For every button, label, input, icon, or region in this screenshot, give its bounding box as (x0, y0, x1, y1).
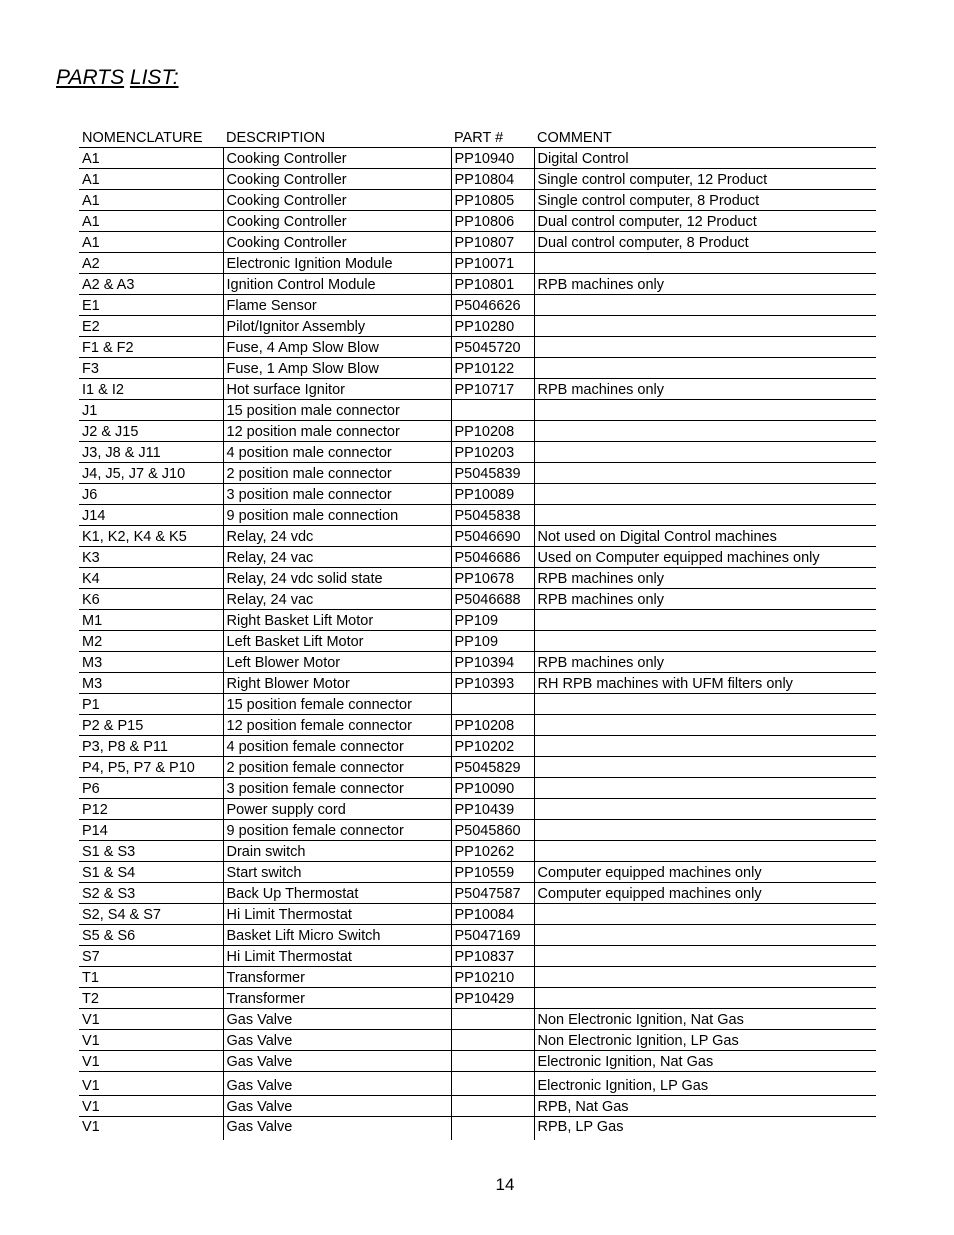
header-description: DESCRIPTION (223, 127, 451, 148)
cell-nomenclature: V1 (79, 1009, 223, 1030)
cell-comment (534, 400, 876, 421)
cell-description: Relay, 24 vac (223, 547, 451, 568)
cell-part-number: PP10210 (451, 967, 534, 988)
cell-nomenclature: J3, J8 & J11 (79, 442, 223, 463)
page-title (56, 66, 179, 90)
cell-part-number (451, 400, 534, 421)
table-row (79, 673, 876, 694)
cell-comment: Used on Computer equipped machines only (534, 547, 876, 568)
table-row (79, 967, 876, 988)
cell-description: 9 position female connector (223, 820, 451, 841)
cell-nomenclature: P2 & P15 (79, 715, 223, 736)
table-row (79, 988, 876, 1009)
cell-part-number (451, 1030, 534, 1051)
cell-description: Flame Sensor (223, 295, 451, 316)
cell-description: 2 position female connector (223, 757, 451, 778)
cell-nomenclature: M3 (79, 652, 223, 673)
table-row (79, 715, 876, 736)
cell-description: Left Basket Lift Motor (223, 631, 451, 652)
cell-part-number: PP10559 (451, 862, 534, 883)
table-row (79, 379, 876, 400)
cell-part-number: P5045720 (451, 337, 534, 358)
cell-nomenclature: M2 (79, 631, 223, 652)
cell-comment (534, 736, 876, 757)
cell-description: Relay, 24 vdc solid state (223, 568, 451, 589)
cell-part-number: PP109 (451, 610, 534, 631)
cell-comment (534, 946, 876, 967)
cell-comment (534, 988, 876, 1009)
cell-nomenclature: E2 (79, 316, 223, 337)
cell-nomenclature: A2 (79, 253, 223, 274)
cell-comment (534, 337, 876, 358)
cell-comment (534, 694, 876, 715)
cell-description: Gas Valve (223, 1051, 451, 1072)
cell-description: Gas Valve (223, 1096, 451, 1117)
cell-comment: RPB machines only (534, 379, 876, 400)
table-row (79, 841, 876, 862)
cell-part-number: PP10717 (451, 379, 534, 400)
cell-nomenclature: P6 (79, 778, 223, 799)
cell-description: Relay, 24 vdc (223, 526, 451, 547)
cell-nomenclature: S2 & S3 (79, 883, 223, 904)
table-row (79, 631, 876, 652)
cell-description: Gas Valve (223, 1072, 451, 1096)
cell-nomenclature: J6 (79, 484, 223, 505)
cell-description: Cooking Controller (223, 148, 451, 169)
cell-description: Electronic Ignition Module (223, 253, 451, 274)
cell-comment (534, 316, 876, 337)
cell-nomenclature: J1 (79, 400, 223, 421)
cell-part-number: PP10203 (451, 442, 534, 463)
cell-part-number: P5045839 (451, 463, 534, 484)
cell-part-number (451, 1117, 534, 1141)
cell-nomenclature: A1 (79, 190, 223, 211)
title-word-list: LIST: (129, 66, 179, 89)
cell-part-number: PP10090 (451, 778, 534, 799)
cell-comment (534, 631, 876, 652)
cell-description: Drain switch (223, 841, 451, 862)
cell-part-number: PP10089 (451, 484, 534, 505)
header-nomenclature: NOMENCLATURE (79, 127, 223, 148)
table-row (79, 736, 876, 757)
cell-nomenclature: A1 (79, 148, 223, 169)
cell-nomenclature: M3 (79, 673, 223, 694)
cell-comment (534, 421, 876, 442)
cell-comment: Computer equipped machines only (534, 862, 876, 883)
table-row (79, 1096, 876, 1117)
cell-comment: Dual control computer, 12 Product (534, 211, 876, 232)
cell-part-number (451, 1096, 534, 1117)
cell-description: Relay, 24 vac (223, 589, 451, 610)
cell-description: Left Blower Motor (223, 652, 451, 673)
table-row (79, 862, 876, 883)
cell-nomenclature: A2 & A3 (79, 274, 223, 295)
cell-part-number: PP10394 (451, 652, 534, 673)
cell-nomenclature: P1 (79, 694, 223, 715)
cell-nomenclature: S5 & S6 (79, 925, 223, 946)
cell-part-number: PP10807 (451, 232, 534, 253)
table-row (79, 337, 876, 358)
cell-description: Back Up Thermostat (223, 883, 451, 904)
table-row (79, 610, 876, 631)
table-row (79, 148, 876, 169)
table-row (79, 1009, 876, 1030)
cell-part-number: PP10429 (451, 988, 534, 1009)
cell-comment: Computer equipped machines only (534, 883, 876, 904)
cell-part-number: PP10071 (451, 253, 534, 274)
cell-nomenclature: K4 (79, 568, 223, 589)
cell-description: Cooking Controller (223, 232, 451, 253)
cell-part-number: P5045829 (451, 757, 534, 778)
header-part-number: PART # (451, 127, 534, 148)
table-row (79, 253, 876, 274)
cell-part-number: P5046688 (451, 589, 534, 610)
cell-nomenclature: T2 (79, 988, 223, 1009)
cell-nomenclature: P14 (79, 820, 223, 841)
cell-part-number: P5046686 (451, 547, 534, 568)
table-row (79, 694, 876, 715)
cell-description: 9 position male connection (223, 505, 451, 526)
cell-nomenclature: P12 (79, 799, 223, 820)
table-row (79, 904, 876, 925)
cell-comment (534, 778, 876, 799)
cell-comment (534, 799, 876, 820)
cell-comment (534, 610, 876, 631)
table-row (79, 883, 876, 904)
cell-nomenclature: P3, P8 & P11 (79, 736, 223, 757)
cell-nomenclature: J2 & J15 (79, 421, 223, 442)
cell-description: 4 position male connector (223, 442, 451, 463)
parts-table-header (79, 127, 876, 148)
cell-description: Ignition Control Module (223, 274, 451, 295)
cell-comment (534, 295, 876, 316)
cell-description: 4 position female connector (223, 736, 451, 757)
table-row (79, 190, 876, 211)
table-row (79, 946, 876, 967)
cell-comment (534, 505, 876, 526)
table-row (79, 484, 876, 505)
cell-part-number: PP10202 (451, 736, 534, 757)
cell-part-number: P5045860 (451, 820, 534, 841)
cell-nomenclature: K6 (79, 589, 223, 610)
table-row (79, 547, 876, 568)
cell-comment: Single control computer, 12 Product (534, 169, 876, 190)
table-row (79, 211, 876, 232)
table-row (79, 568, 876, 589)
cell-comment (534, 757, 876, 778)
cell-nomenclature: S1 & S3 (79, 841, 223, 862)
cell-comment: RPB, Nat Gas (534, 1096, 876, 1117)
cell-description: 12 position male connector (223, 421, 451, 442)
cell-description: 12 position female connector (223, 715, 451, 736)
table-row (79, 1072, 876, 1096)
table-row (79, 925, 876, 946)
cell-nomenclature: M1 (79, 610, 223, 631)
cell-part-number: PP10804 (451, 169, 534, 190)
table-row (79, 652, 876, 673)
cell-part-number: PP10208 (451, 421, 534, 442)
cell-comment (534, 904, 876, 925)
cell-part-number: P5046690 (451, 526, 534, 547)
cell-part-number: PP10805 (451, 190, 534, 211)
cell-comment: Electronic Ignition, Nat Gas (534, 1051, 876, 1072)
cell-nomenclature: V1 (79, 1096, 223, 1117)
cell-description: 15 position female connector (223, 694, 451, 715)
cell-comment: Digital Control (534, 148, 876, 169)
table-row (79, 1030, 876, 1051)
title-word-parts: PARTS (56, 66, 125, 89)
parts-table (79, 127, 876, 1140)
table-row (79, 358, 876, 379)
cell-comment (534, 442, 876, 463)
cell-part-number: PP10262 (451, 841, 534, 862)
cell-nomenclature: S7 (79, 946, 223, 967)
cell-comment: Non Electronic Ignition, Nat Gas (534, 1009, 876, 1030)
cell-part-number: PP10122 (451, 358, 534, 379)
cell-part-number: PP10208 (451, 715, 534, 736)
cell-nomenclature: E1 (79, 295, 223, 316)
cell-nomenclature: V1 (79, 1072, 223, 1096)
cell-comment (534, 967, 876, 988)
table-row (79, 400, 876, 421)
cell-part-number (451, 694, 534, 715)
cell-part-number: P5047587 (451, 883, 534, 904)
header-comment: COMMENT (534, 127, 876, 148)
cell-description: 3 position male connector (223, 484, 451, 505)
cell-description: Gas Valve (223, 1030, 451, 1051)
cell-comment: Not used on Digital Control machines (534, 526, 876, 547)
table-row (79, 1117, 876, 1141)
cell-description: Fuse, 4 Amp Slow Blow (223, 337, 451, 358)
cell-part-number (451, 1009, 534, 1030)
table-row (79, 526, 876, 547)
cell-part-number: PP10806 (451, 211, 534, 232)
cell-description: Cooking Controller (223, 169, 451, 190)
cell-comment: Non Electronic Ignition, LP Gas (534, 1030, 876, 1051)
cell-part-number (451, 1072, 534, 1096)
table-row (79, 589, 876, 610)
cell-comment: RPB machines only (534, 589, 876, 610)
table-row (79, 799, 876, 820)
cell-nomenclature: J4, J5, J7 & J10 (79, 463, 223, 484)
table-row (79, 421, 876, 442)
cell-part-number: PP10837 (451, 946, 534, 967)
cell-nomenclature: S1 & S4 (79, 862, 223, 883)
cell-comment (534, 253, 876, 274)
table-row (79, 295, 876, 316)
cell-nomenclature: V1 (79, 1030, 223, 1051)
cell-description: Cooking Controller (223, 190, 451, 211)
cell-comment: RPB machines only (534, 274, 876, 295)
cell-description: Transformer (223, 967, 451, 988)
cell-description: Pilot/Ignitor Assembly (223, 316, 451, 337)
cell-comment: RPB, LP Gas (534, 1117, 876, 1141)
cell-nomenclature: F3 (79, 358, 223, 379)
cell-nomenclature: K3 (79, 547, 223, 568)
cell-description: Right Basket Lift Motor (223, 610, 451, 631)
cell-nomenclature: J14 (79, 505, 223, 526)
cell-comment (534, 841, 876, 862)
table-row (79, 757, 876, 778)
cell-description: Hi Limit Thermostat (223, 946, 451, 967)
cell-nomenclature: S2, S4 & S7 (79, 904, 223, 925)
cell-description: 15 position male connector (223, 400, 451, 421)
cell-description: Hot surface Ignitor (223, 379, 451, 400)
table-row (79, 1051, 876, 1072)
cell-comment: RPB machines only (534, 568, 876, 589)
cell-description: Gas Valve (223, 1117, 451, 1141)
cell-description: Cooking Controller (223, 211, 451, 232)
cell-comment: RPB machines only (534, 652, 876, 673)
cell-nomenclature: A1 (79, 169, 223, 190)
header-row (79, 127, 876, 148)
page-number: 14 (495, 1175, 515, 1194)
cell-part-number: P5047169 (451, 925, 534, 946)
parts-table-body (79, 148, 876, 1141)
cell-nomenclature: P4, P5, P7 & P10 (79, 757, 223, 778)
cell-comment: Single control computer, 8 Product (534, 190, 876, 211)
cell-nomenclature: K1, K2, K4 & K5 (79, 526, 223, 547)
table-row (79, 274, 876, 295)
table-row (79, 820, 876, 841)
cell-comment: RH RPB machines with UFM filters only (534, 673, 876, 694)
cell-part-number: PP10280 (451, 316, 534, 337)
table-row (79, 463, 876, 484)
cell-comment (534, 484, 876, 505)
table-row (79, 169, 876, 190)
table-row (79, 232, 876, 253)
cell-nomenclature: I1 & I2 (79, 379, 223, 400)
cell-part-number: P5046626 (451, 295, 534, 316)
table-row (79, 505, 876, 526)
table-row (79, 316, 876, 337)
cell-nomenclature: T1 (79, 967, 223, 988)
cell-nomenclature: A1 (79, 211, 223, 232)
cell-comment: Electronic Ignition, LP Gas (534, 1072, 876, 1096)
table-row (79, 442, 876, 463)
cell-part-number: PP10678 (451, 568, 534, 589)
cell-description: Right Blower Motor (223, 673, 451, 694)
cell-description: 2 position male connector (223, 463, 451, 484)
cell-comment (534, 925, 876, 946)
cell-description: Transformer (223, 988, 451, 1009)
cell-part-number: PP10940 (451, 148, 534, 169)
cell-description: 3 position female connector (223, 778, 451, 799)
cell-description: Fuse, 1 Amp Slow Blow (223, 358, 451, 379)
table-row (79, 778, 876, 799)
cell-description: Gas Valve (223, 1009, 451, 1030)
cell-description: Start switch (223, 862, 451, 883)
cell-part-number: PP10801 (451, 274, 534, 295)
cell-part-number: P5045838 (451, 505, 534, 526)
cell-part-number: PP10439 (451, 799, 534, 820)
cell-comment (534, 358, 876, 379)
cell-comment (534, 463, 876, 484)
cell-part-number: PP10393 (451, 673, 534, 694)
cell-nomenclature: V1 (79, 1051, 223, 1072)
cell-part-number (451, 1051, 534, 1072)
cell-comment: Dual control computer, 8 Product (534, 232, 876, 253)
cell-nomenclature: V1 (82, 1119, 100, 1135)
cell-description: Power supply cord (223, 799, 451, 820)
cell-nomenclature: A1 (79, 232, 223, 253)
cell-part-number: PP109 (451, 631, 534, 652)
cell-description: Hi Limit Thermostat (223, 904, 451, 925)
cell-nomenclature: F1 & F2 (79, 337, 223, 358)
cell-description: Basket Lift Micro Switch (223, 925, 451, 946)
cell-part-number: PP10084 (451, 904, 534, 925)
cell-comment (534, 715, 876, 736)
cell-comment (534, 820, 876, 841)
